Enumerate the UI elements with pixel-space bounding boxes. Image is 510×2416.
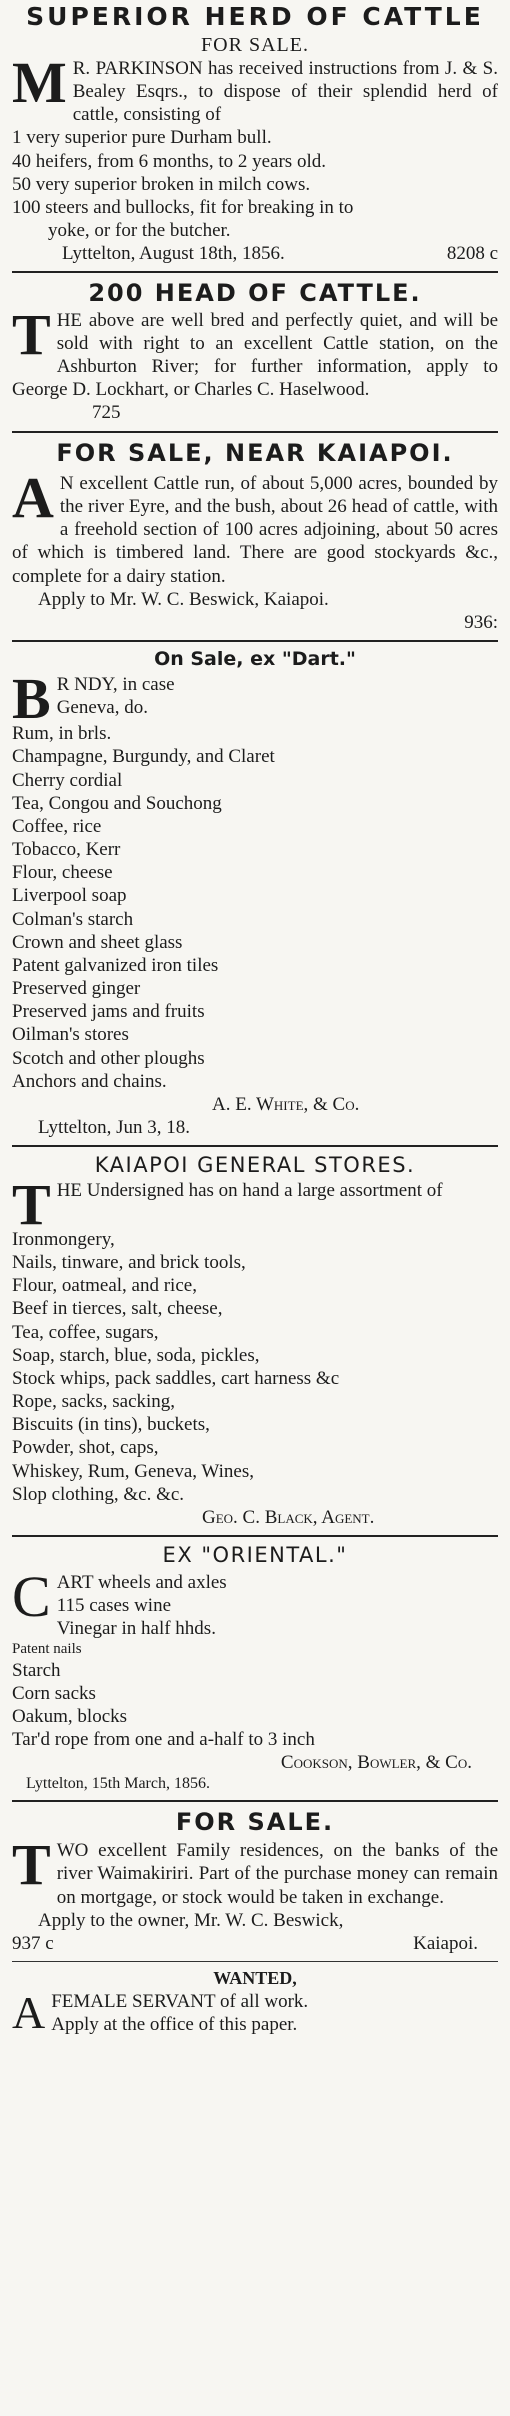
- ad6-item: Patent nails: [12, 1641, 82, 1658]
- ad4-item: Anchors and chains.: [12, 1070, 167, 1092]
- ad6-place: Lyttelton, 15th March, 1856.: [26, 1775, 210, 1793]
- ad5-item: Slop clothing, &c. &c.: [12, 1483, 185, 1505]
- ad1-item: 1 very superior pure Durham bull.: [12, 127, 272, 149]
- ad6-items: [12, 1594, 498, 1751]
- ad7-apply: Apply to the owner, Mr. W. C. Beswick,: [38, 1909, 344, 1931]
- ad1-items: [12, 126, 498, 242]
- ad-superior-herd: [12, 0, 498, 265]
- ad4-signature: A. E. White, & Co.: [212, 1093, 360, 1115]
- ad1-intro: [12, 49, 498, 127]
- ad6-signature: Cookson, Bowler, & Co.: [280, 1752, 472, 1774]
- divider: [12, 1961, 498, 1962]
- ad4-item: Preserved ginger: [12, 978, 141, 1000]
- ad5-item: Nails, tinware, and brick tools,: [12, 1252, 246, 1274]
- ad8-drop-cap: A: [12, 1987, 46, 2039]
- ad5-item: Biscuits (in tins), buckets,: [12, 1414, 210, 1436]
- ad2-body-text: HE above are well bred and perfectly quiet, and will be sold with right to an excellent Cattle station, on the Ashburton River; for further information, apply to George D. Lockhart, or Charles C. Haselwood.: [12, 309, 498, 401]
- ad7-number: 937 c: [12, 1932, 54, 1954]
- ad5-signature: Geo. C. Black, Agent.: [202, 1506, 375, 1528]
- ad2-number: 725: [92, 402, 121, 424]
- ad4-item: Crown and sheet glass: [12, 931, 183, 953]
- ad7-place: Kaiapoi.: [413, 1932, 478, 1954]
- ad-on-sale-dart: [12, 648, 498, 1139]
- ad5-drop-cap: T: [12, 1171, 51, 1237]
- ad4-item: Rum, in brls.: [12, 723, 112, 745]
- ad5-item: Soap, starch, blue, soda, pickles,: [12, 1344, 260, 1366]
- ad4-item: Flour, cheese: [12, 862, 113, 884]
- ad4-item: Patent galvanized iron tiles: [12, 954, 219, 976]
- ad4-item: Cherry cordial: [12, 769, 123, 791]
- ad1-item: 40 heifers, from 6 months, to 2 years old.: [12, 150, 326, 172]
- ad6-item: 115 cases wine: [56, 1594, 172, 1616]
- ad5-item: Flour, oatmeal, and rice,: [12, 1275, 197, 1297]
- ad4-item: Geneva, do.: [56, 697, 148, 719]
- ad-near-kaiapoi: [12, 439, 498, 634]
- ad5-item: Whiskey, Rum, Geneva, Wines,: [12, 1460, 254, 1482]
- ad8-body: [12, 1987, 498, 2039]
- ad5-item: Ironmongery,: [12, 1228, 115, 1250]
- ad6-item: Oakum, blocks: [12, 1705, 128, 1727]
- ad5-intro: [12, 1171, 498, 1237]
- ad5-item: Rope, sacks, sacking,: [12, 1391, 176, 1413]
- ad7-drop-cap: T: [12, 1832, 51, 1898]
- ad6-item: Tar'd rope from one and a-half to 3 inch: [12, 1729, 315, 1751]
- ad1-title: SUPERIOR HERD OF CATTLE: [26, 2, 484, 31]
- ad3-title: FOR SALE, NEAR KAIAPOI.: [56, 438, 454, 467]
- ad4-item: Scotch and other ploughs: [12, 1047, 205, 1069]
- ad4-item: Tobacco, Kerr: [12, 839, 121, 861]
- ad7-title: FOR SALE.: [175, 1807, 335, 1836]
- ad1-date: Lyttelton, August 18th, 1856.: [62, 243, 285, 265]
- divider: [12, 640, 498, 642]
- ad5-intro-text: HE Undersigned has on hand a large assortment of: [56, 1179, 443, 1201]
- ad1-item: 50 very superior broken in milch cows.: [12, 173, 311, 195]
- ad1-intro-text: R. PARKINSON has received instructions from J. & S. Bealey Esqrs., to dispose of their splendid herd of cattle, consisting of: [72, 57, 498, 126]
- divider: [12, 271, 498, 273]
- ad3-body: [12, 464, 498, 588]
- ad4-item: Coffee, rice: [12, 815, 102, 837]
- ad8-title: WANTED,: [213, 1968, 297, 1989]
- divider: [12, 431, 498, 433]
- ad3-body-text: N excellent Cattle run, of about 5,000 acres, bounded by the river Eyre, and the bush, about 26 head of cattle, with a freehold section of 100 acres adjoining, about 50 acres of which is timbered land. There are good stockyards &c., complete for a dairy station.: [12, 472, 498, 587]
- ad6-item: Corn sacks: [12, 1682, 96, 1704]
- divider: [12, 1145, 498, 1147]
- ad8-line1: FEMALE SERVANT of all work.: [51, 1991, 309, 2013]
- ad4-title: On Sale, ex "Dart.": [154, 648, 356, 671]
- ad-ex-oriental: [12, 1543, 498, 1794]
- ad1-subtitle: FOR SALE.: [201, 33, 309, 56]
- ad2-drop-cap: T: [12, 301, 51, 367]
- ad1-drop-cap: M: [12, 49, 67, 115]
- ad4-item: Liverpool soap: [12, 885, 127, 907]
- ad7-body-text: WO excellent Family residences, on the banks of the river Waimakiriri. Part of the purchase money can remain on mortgage, or stock would be taken in exchange.: [56, 1840, 498, 1908]
- ad-wanted: [12, 1968, 498, 2039]
- ad-kaiapoi-stores: [12, 1153, 498, 1529]
- ad6-drop-cap: C: [12, 1563, 51, 1629]
- divider: [12, 1800, 498, 1802]
- ad1-item: 100 steers and bullocks, fit for breaking in to: [12, 196, 354, 218]
- ad7-body: [12, 1832, 498, 1909]
- ad6-title: EX "ORIENTAL.": [162, 1543, 348, 1568]
- ad4-drop-cap: B: [12, 666, 51, 732]
- ad7-footer: [12, 1932, 498, 1955]
- ad2-body: [12, 301, 498, 402]
- ad4-item: Champagne, Burgundy, and Claret: [12, 746, 275, 768]
- ad4-item: Preserved jams and fruits: [12, 1001, 205, 1023]
- ad5-item: Beef in tierces, salt, cheese,: [12, 1298, 223, 1320]
- ad1-item: yoke, or for the butcher.: [48, 220, 231, 242]
- ad4-item: Oilman's stores: [12, 1024, 129, 1046]
- ad4-item: Colman's starch: [12, 908, 134, 930]
- ad-200-head-cattle: [12, 279, 498, 424]
- ad8-line2: Apply at the office of this paper.: [51, 2014, 298, 2036]
- ad4-item: Tea, Congou and Souchong: [12, 792, 222, 814]
- divider: [12, 1535, 498, 1537]
- ad6-item: Starch: [12, 1659, 61, 1681]
- ad4-place: Lyttelton, Jun 3, 18.: [38, 1117, 190, 1139]
- ad5-title: KAIAPOI GENERAL STORES.: [94, 1153, 416, 1178]
- ad6-first-text: ART wheels and axles: [56, 1571, 227, 1593]
- ad3-number: 936:: [464, 611, 498, 633]
- ad3-drop-cap: A: [12, 464, 54, 530]
- ad5-item: Tea, coffee, sugars,: [12, 1321, 159, 1343]
- ad4-first-text: R NDY, in case: [56, 674, 175, 696]
- ad5-item: Stock whips, pack saddles, cart harness &c: [12, 1367, 340, 1389]
- ad-for-sale-residences: [12, 1808, 498, 1955]
- ad5-item: Powder, shot, caps,: [12, 1437, 159, 1459]
- ad6-item: Vinegar in half hhds.: [56, 1618, 216, 1640]
- ad2-title: 200 HEAD OF CATTLE.: [88, 279, 422, 308]
- ad5-items: [12, 1228, 498, 1506]
- ad4-items: [12, 696, 498, 1093]
- ad1-number: 8208 c: [446, 243, 498, 265]
- ad3-apply: Apply to Mr. W. C. Beswick, Kaiapoi.: [38, 588, 329, 610]
- ad1-footer: [12, 242, 498, 265]
